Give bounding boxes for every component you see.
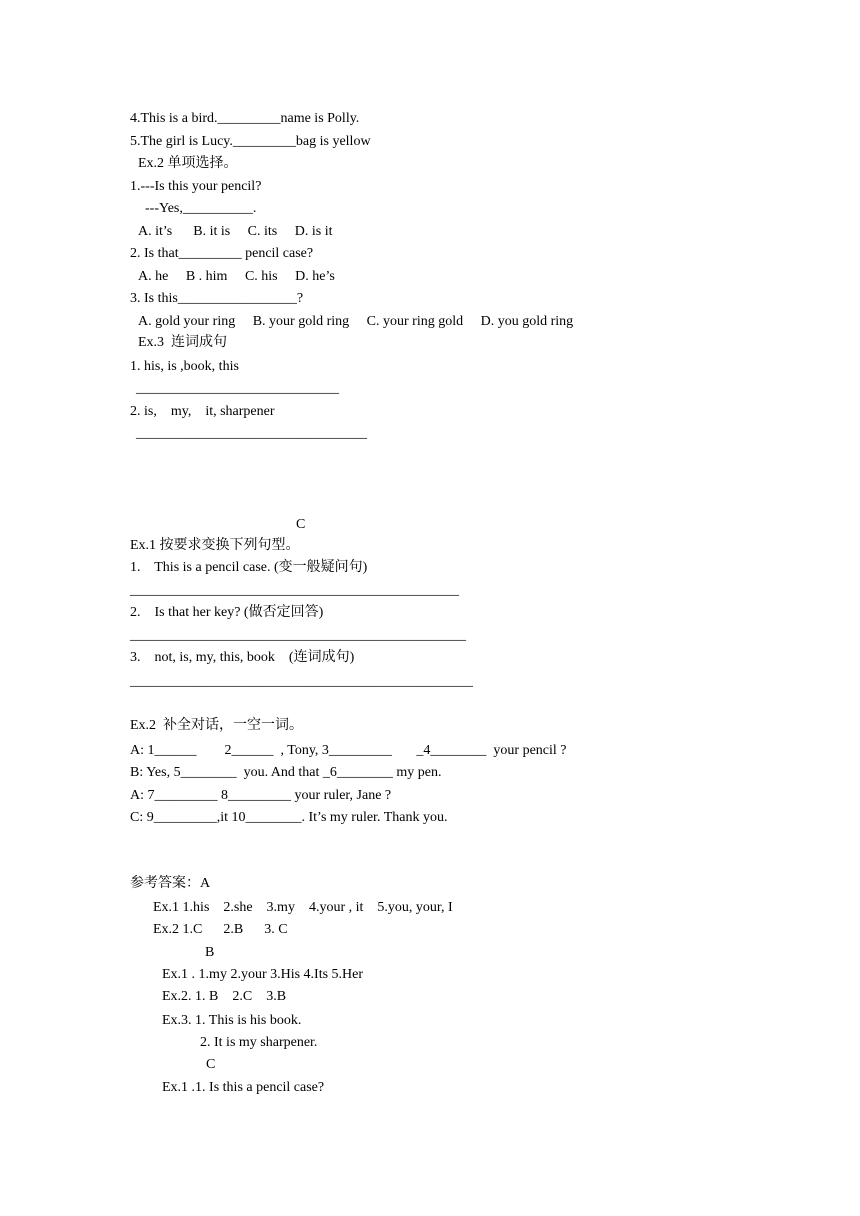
c-ex1-answer-line-2: ________________________________________________ — [130, 628, 466, 643]
ex2-heading: Ex.2 单项选择。 — [138, 156, 238, 171]
ex3-answer-line-2: _________________________________ — [136, 426, 367, 441]
c-ex1-question-2: 2. Is that her key? (做否定回答) — [130, 605, 324, 620]
c-ex1-answer-line-3: _________________________________________________ — [130, 674, 473, 689]
ex3-question-2: 2. is, my, it, sharpener — [130, 404, 275, 419]
c-ex1-question-1: 1. This is a pencil case. (变一般疑问句) — [130, 560, 368, 575]
dialog-line-c: C: 9_________,it 10________. It’s my ruler. Thank you. — [130, 810, 448, 825]
section-c-title: C — [296, 517, 306, 532]
dialog-line-b: B: Yes, 5________ you. And that _6________ my pen. — [130, 765, 442, 780]
answer-a-ex2: Ex.2 1.C 2.B 3. C — [153, 922, 288, 937]
answer-b-ex1: Ex.1 . 1.my 2.your 3.His 4.Its 5.Her — [162, 967, 364, 982]
answer-c-ex1: Ex.1 .1. Is this a pencil case? — [162, 1080, 325, 1095]
ex2-question-2: 2. Is that_________ pencil case? — [130, 246, 314, 261]
dialog-line-a1: A: 1______ 2______ , Tony, 3_________ _4________ your pencil ? — [130, 743, 567, 758]
question-a4: 4.This is a bird._________name is Polly. — [130, 111, 360, 126]
ex2-question-1-options: A. it’s B. it is C. its D. is it — [138, 224, 333, 239]
answer-b-title: B — [205, 945, 215, 960]
ex2-question-2-options: A. he B . him C. his D. he’s — [138, 269, 335, 284]
ex3-heading: Ex.3 连词成句 — [138, 335, 228, 350]
c-ex1-heading: Ex.1 按要求变换下列句型。 — [130, 538, 300, 553]
c-ex1-question-3: 3. not, is, my, this, book (连词成句) — [130, 650, 355, 665]
c-ex1-answer-line-1: _______________________________________________ — [130, 583, 459, 598]
ex2-question-3-options: A. gold your ring B. your gold ring C. your ring gold D. you gold ring — [138, 314, 574, 329]
answer-c-title: C — [206, 1057, 216, 1072]
c-ex2-heading: Ex.2 补全对话，一空一词。 — [130, 718, 304, 733]
answer-b-ex3-2: 2. It is my sharpener. — [200, 1035, 318, 1050]
answer-a-ex1: Ex.1 1.his 2.she 3.my 4.your , it 5.you, your, I — [153, 900, 453, 915]
ex3-question-1: 1. his, is ,book, this — [130, 359, 239, 374]
answer-b-ex2: Ex.2. 1. B 2.C 3.B — [162, 989, 287, 1004]
ex3-answer-line-1: _____________________________ — [136, 381, 339, 396]
ex2-question-1: 1.---Is this your pencil? — [130, 179, 262, 194]
ex2-question-3: 3. Is this_________________? — [130, 291, 304, 306]
dialog-line-a2: A: 7_________ 8_________ your ruler, Jane ? — [130, 788, 392, 803]
question-a5: 5.The girl is Lucy._________bag is yellow — [130, 134, 371, 149]
answer-b-ex3-1: Ex.3. 1. This is his book. — [162, 1013, 302, 1028]
ex2-question-1-reply: ---Yes,__________. — [145, 201, 257, 216]
answer-key-heading: 参考答案：A — [130, 876, 211, 891]
